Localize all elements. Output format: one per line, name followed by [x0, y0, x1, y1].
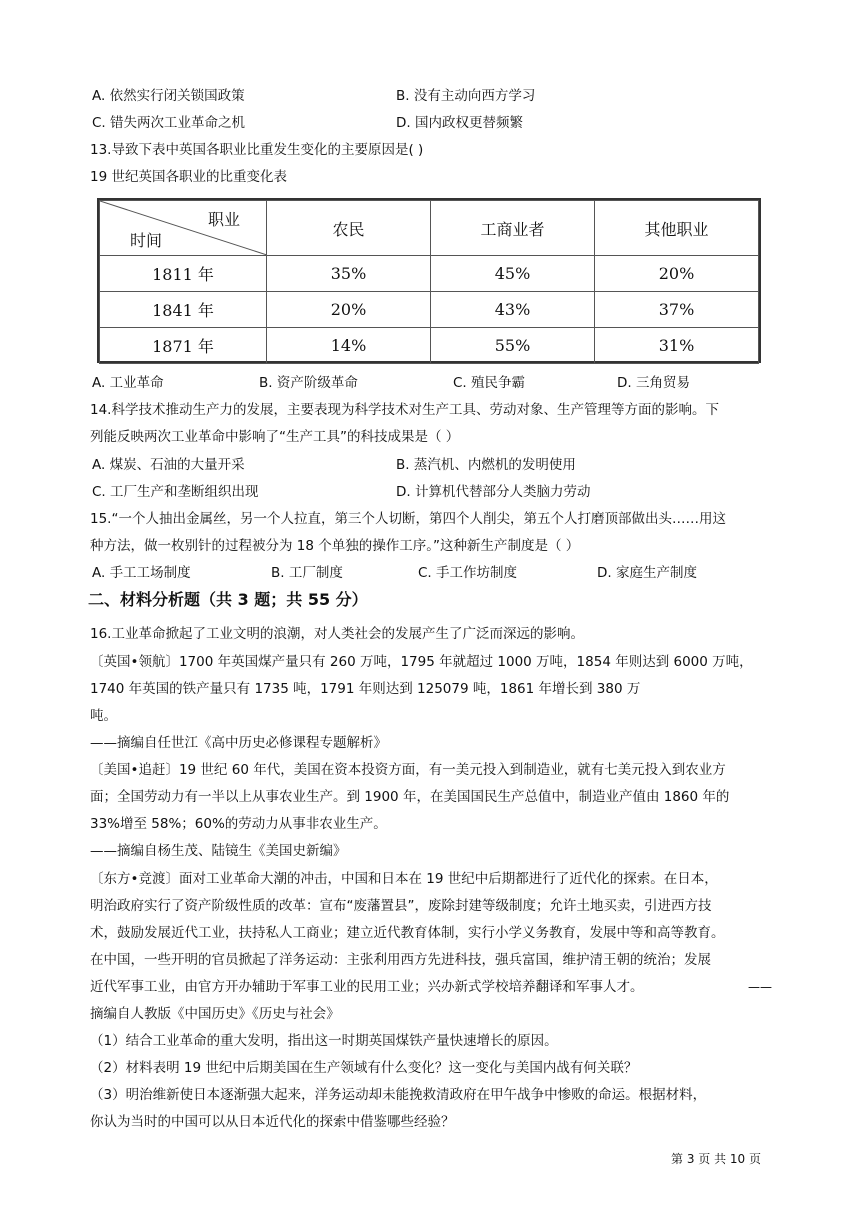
q16-subquestion-3-line1: （3）明治维新使日本逐渐强大起来，洋务运动却未能挽救清政府在甲午战争中惨败的命运。根据材料，	[90, 1087, 707, 1103]
table-row	[100, 292, 759, 328]
table-cell: 55%	[431, 328, 595, 364]
table-row	[100, 328, 759, 364]
q14-option-b: B. 蒸汽机、内燃机的发明使用	[396, 457, 576, 473]
q16-subquestion-2: （2）材料表明 19 世纪中后期美国在生产领域有什么变化？这一变化与美国内战有何关联？	[90, 1060, 638, 1076]
q16-subquestion-3-line2: 你认为当时的中国可以从日本近代化的探索中借鉴哪些经验？	[90, 1114, 455, 1130]
q16-material3-line1: 〔东方•竞渡〕面对工业革命大潮的冲击，中国和日本在 19 世纪中后期都进行了近代化的探索。在日本，	[90, 871, 718, 887]
table-cell: 35%	[267, 256, 431, 292]
q16-subquestion-1: （1）结合工业革命的重大发明，指出这一时期英国煤铁产量快速增长的原因。	[90, 1033, 558, 1049]
column-header: 农民	[267, 201, 431, 256]
q15-option-d: D. 家庭生产制度	[597, 565, 697, 581]
q14-option-c: C. 工厂生产和垄断组织出现	[92, 484, 259, 500]
q16-material1-line3: 吨。	[90, 708, 117, 724]
q13-option-b: B. 资产阶级革命	[259, 375, 358, 391]
table-cell: 20%	[267, 292, 431, 328]
q16-material1-source: ——摘编自任世江《高中历史必修课程专题解析》	[90, 735, 387, 751]
table-corner-cell	[100, 201, 267, 256]
q16-material3-line5: 近代军事工业，由官方开办辅助于军事工业的民用工业；兴办新式学校培养翻译和军事人才。	[90, 979, 644, 995]
q16-material3-line2: 明治政府实行了资产阶级性质的改革：宣布“废藩置县”，废除封建等级制度；允许土地买卖，引进西方技	[90, 898, 712, 914]
q16-material3-line4: 在中国，一些开明的官员掀起了洋务运动：主张利用西方先进科技，强兵富国，维护清王朝的统治；发展	[90, 952, 711, 968]
q15-option-b: B. 工厂制度	[271, 565, 343, 581]
column-header: 工商业者	[431, 201, 595, 256]
corner-row-label: 时间	[130, 231, 163, 250]
q12-option-d: D. 国内政权更替频繁	[396, 115, 523, 131]
q16-material3-line3: 术，鼓励发展近代工业，扶持私人工商业；建立近代教育体制，实行小学义务教育，发展中等和高等教育。	[90, 925, 725, 941]
table-row	[100, 256, 759, 292]
q15-option-a: A. 手工工场制度	[92, 565, 191, 581]
q16-material3-source: 摘编自人教版《中国历史》《历史与社会》	[90, 1006, 340, 1022]
q14-option-d: D. 计算机代替部分人类脑力劳动	[396, 484, 591, 500]
q14-stem-line1: 14.科学技术推动生产力的发展，主要表现为科学技术对生产工具、劳动对象、生产管理等方面的影响。下	[90, 402, 719, 418]
q13-table-title: 19 世纪英国各职业的比重变化表	[90, 169, 287, 185]
table-cell: 20%	[595, 256, 759, 292]
corner-col-label: 职业	[207, 210, 240, 229]
column-header: 其他职业	[595, 201, 759, 256]
table-cell: 14%	[267, 328, 431, 364]
q13-option-d: D. 三角贸易	[617, 375, 690, 391]
q12-option-a: A. 依然实行闭关锁国政策	[92, 88, 245, 104]
diagonal-line	[100, 201, 267, 255]
q15-stem-line1: 15.“一个人抽出金属丝，另一个人拉直，第三个人切断，第四个人削尖，第五个人打磨顶部做出头……用这	[90, 511, 726, 527]
year-cell: 1841 年	[100, 292, 267, 328]
section-title: 二、材料分析题（共 3 题；共 55 分）	[88, 590, 368, 609]
year-cell: 1871 年	[100, 328, 267, 364]
q16-material2-line3: 33%增至 58%；60%的劳动力从事非农业生产。	[90, 816, 387, 832]
q16-material2-source: ——摘编自杨生茂、陆镜生《美国史新编》	[90, 843, 347, 859]
table-cell: 37%	[595, 292, 759, 328]
q14-stem-line2: 列能反映两次工业革命中影响了“生产工具”的科技成果是（ ）	[90, 429, 460, 445]
q15-option-c: C. 手工作坊制度	[418, 565, 518, 581]
table-cell: 43%	[431, 292, 595, 328]
q16-material1-line2: 1740 年英国的铁产量只有 1735 吨，1791 年则达到 125079 吨，1861 年增长到 380 万	[90, 681, 641, 697]
q16-material2-line1: 〔美国•追赶〕19 世纪 60 年代，美国在资本投资方面，有一美元投入到制造业，就有七美元投入到农业方	[90, 762, 726, 778]
page-number: 第 3 页 共 10 页	[671, 1152, 761, 1166]
q15-stem-line2: 种方法，做一枚别针的过程被分为 18 个单独的操作工序。”这种新生产制度是（ ）	[90, 538, 580, 554]
q16-material2-line2: 面；全国劳动力有一半以上从事农业生产。到 1900 年，在美国国民生产总值中，制造业产值由 1860 年的	[90, 789, 730, 805]
table-cell: 45%	[431, 256, 595, 292]
q16-intro: 16.工业革命掀起了工业文明的浪潮，对人类社会的发展产生了广泛而深远的影响。	[90, 626, 584, 642]
q14-option-a: A. 煤炭、石油的大量开采	[92, 457, 245, 473]
occupation-table	[97, 198, 761, 363]
q16-material3-dash: ——	[748, 979, 773, 995]
table-cell: 31%	[595, 328, 759, 364]
q16-material1-line1: 〔英国•领航〕1700 年英国煤产量只有 260 万吨，1795 年就超过 1000 万吨，1854 年则达到 6000 万吨，	[90, 654, 753, 670]
q12-option-b: B. 没有主动向西方学习	[396, 88, 536, 104]
q13-option-c: C. 殖民争霸	[453, 375, 526, 391]
year-cell: 1811 年	[100, 256, 267, 292]
table-header-row	[100, 201, 759, 256]
q13-stem: 13.导致下表中英国各职业比重发生变化的主要原因是( )	[90, 142, 424, 158]
q13-option-a: A. 工业革命	[92, 375, 164, 391]
q12-option-c: C. 错失两次工业革命之机	[92, 115, 246, 131]
